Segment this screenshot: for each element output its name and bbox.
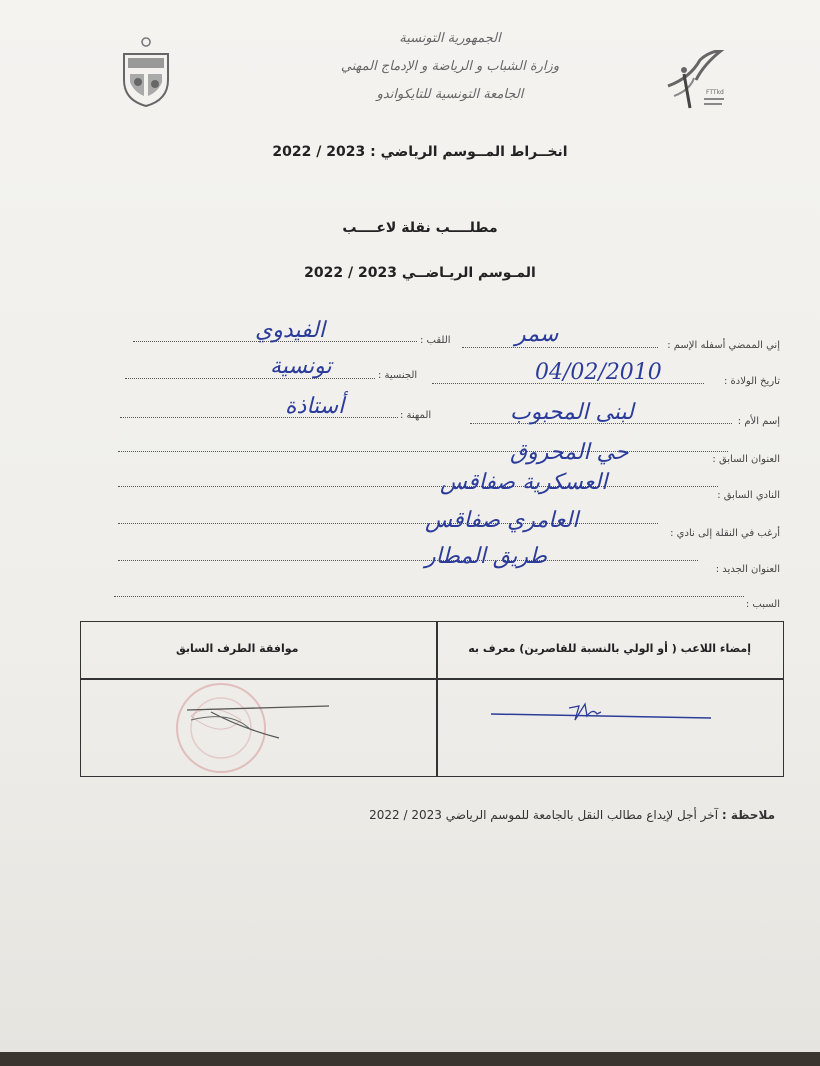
request-title: مطلــــب نقلة لاعــــب — [342, 220, 498, 236]
tunisia-emblem-icon — [118, 36, 174, 108]
scan-bottom-edge — [0, 1052, 820, 1066]
federation-logo-icon — [660, 50, 730, 120]
new-address-value[interactable]: طريق المطار — [425, 544, 548, 569]
player-signature-header: إمضاء اللاعب ( أو الولي بالنسبة للقاصرين) معرف به — [468, 642, 751, 655]
affiliation-title: انخــراط المــوسم الرياضي : 2023 / 2022 — [272, 144, 568, 160]
name-value[interactable]: سمر — [515, 322, 559, 347]
new-address-field-line — [118, 560, 698, 561]
profession-field-line — [120, 417, 398, 418]
old-address-field-line — [118, 451, 728, 452]
profession-value[interactable]: أستاذة — [285, 394, 345, 419]
note-text: آخر أجل لإيداع مطالب النقل بالجامعة للموسم الرياضي 2023 / 2022 — [369, 808, 719, 822]
nationality-label: الجنسية : — [378, 370, 418, 381]
new-address-label: العنوان الجديد : — [715, 564, 780, 575]
transfer-wish-value[interactable]: العامري صفاقس — [425, 508, 579, 533]
birthdate-label: تاريخ الولادة : — [723, 376, 780, 387]
old-club-field-line — [118, 486, 718, 487]
deadline-note — [369, 808, 775, 822]
surname-label: اللقب : — [420, 335, 451, 346]
reason-label: السبب : — [745, 599, 780, 610]
ministry-label: وزارة الشباب و الرياضة و الإدماج المهني — [340, 59, 560, 74]
transfer-wish-label: أرغب في النقلة إلى نادي : — [670, 528, 780, 539]
nationality-field-line — [125, 378, 375, 379]
surname-value[interactable]: الفيدوي — [255, 318, 325, 343]
svg-text:FTTkd: FTTkd — [706, 89, 724, 96]
profession-label: المهنة : — [400, 410, 432, 421]
birthdate-value[interactable]: 04/02/2010 — [535, 360, 662, 385]
table-column-divider — [436, 622, 438, 776]
name-label: إني الممضي أسفله الإسم : — [667, 340, 780, 351]
season-title: المـوسم الريـاضــي 2023 / 2022 — [304, 265, 536, 281]
reason-field-line[interactable] — [114, 596, 744, 597]
old-address-value[interactable]: حي المحروق — [510, 440, 629, 465]
note-label: ملاحظة : — [721, 808, 775, 822]
player-signature-icon — [489, 698, 719, 728]
mother-label: إسم الأم : — [737, 416, 780, 427]
federation-label: الجامعة التونسية للتايكواندو — [376, 87, 524, 102]
nationality-value[interactable]: تونسية — [270, 354, 332, 379]
old-club-label: النادي السابق : — [717, 490, 780, 501]
ministry-header — [300, 25, 600, 109]
signature-table — [80, 621, 784, 777]
old-club-value[interactable]: العسكرية صفاقس — [440, 470, 608, 495]
name-field-line — [462, 347, 658, 348]
republic-label: الجمهورية التونسية — [399, 31, 501, 46]
previous-party-approval-header: موافقة الطرف السابق — [176, 642, 299, 655]
old-address-label: العنوان السابق : — [712, 454, 780, 465]
approval-stamp-signature-icon — [151, 680, 351, 776]
mother-value[interactable]: لبنى المحبوب — [510, 400, 634, 425]
